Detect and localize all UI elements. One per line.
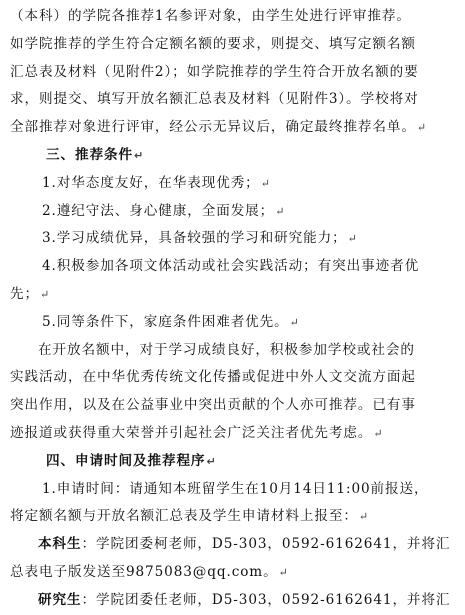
paragraph-line: 在开放名额中，对于学习成绩良好，积极参加学校或社会的 xyxy=(38,341,415,358)
paragraph-line: 求，则提交、填写开放名额汇总表及材料（见附件3）。学校将对 xyxy=(10,91,419,108)
paragraph-mark-icon: ↵ xyxy=(275,204,286,218)
paragraph-line: 实践活动，在中华优秀传统文化传播或促进中外人文交流方面起 xyxy=(10,369,416,386)
paragraph-line: 迹报道或获得重大荣誉并引起社会广泛关注者优先考虑。↵ xyxy=(10,424,384,441)
list-item: 1.对华态度友好，在华表现优秀；↵ xyxy=(42,174,271,191)
contact-line-undergraduate: 本科生：学院团委柯老师，D5-303，0592-6162641，并将汇 xyxy=(38,536,451,553)
list-item: 5.同等条件下，家庭条件困难者优先。↵ xyxy=(42,313,300,330)
paragraph-line: 汇总表及材料（见附件2）；如学院推荐的学生符合开放名额的要 xyxy=(10,63,419,80)
paragraph-line: 总表电子版发送至9875083@qq.com。↵ xyxy=(10,563,289,580)
list-item: 2.遵纪守法、身心健康，全面发展；↵ xyxy=(42,202,286,219)
paragraph-line: 全部推荐对象进行评审，经公示无异议后，确定最终推荐名单。↵ xyxy=(10,119,427,136)
section-heading: 四、申请时间及推荐程序↵ xyxy=(46,452,217,469)
paragraph-line: 如学院推荐的学生符合定额名额的要求，则提交、填写定额名额 xyxy=(10,35,416,52)
paragraph-mark-icon: ↵ xyxy=(260,176,271,190)
paragraph-mark-icon: ↵ xyxy=(206,454,217,468)
list-item: 3.学习成绩优异，具备较强的学习和研究能力；↵ xyxy=(42,230,358,247)
graduate-label: 研究生 xyxy=(38,591,82,608)
list-item: 4.积极参加各项文体活动或社会实践活动；有突出事迹者优 xyxy=(42,258,420,275)
paragraph-mark-icon: ↵ xyxy=(289,315,300,329)
paragraph-line: 将定额名额与开放名额汇总表及学生申请材料上报至：↵ xyxy=(10,508,369,525)
list-item-continuation: 先；↵ xyxy=(10,285,51,302)
paragraph-line: （本科）的学院各推荐1名参评对象，由学生处进行评审推荐。 xyxy=(10,8,411,24)
paragraph-mark-icon: ↵ xyxy=(133,148,145,162)
paragraph-mark-icon: ↵ xyxy=(373,426,384,440)
paragraph-mark-icon: ↵ xyxy=(347,232,358,246)
paragraph-mark-icon: ↵ xyxy=(278,565,289,579)
paragraph-line: 突出作用，以及在公益事业中突出贡献的个人亦可推荐。已有事 xyxy=(10,397,416,414)
paragraph-mark-icon: ↵ xyxy=(40,287,51,301)
paragraph-mark-icon: ↵ xyxy=(358,510,369,524)
section-heading: 三、推荐条件↵ xyxy=(46,146,145,163)
paragraph-mark-icon: ↵ xyxy=(416,121,427,135)
contact-line-graduate: 研究生：学院团委任老师，D5-303，0592-6162641，并将汇 xyxy=(38,591,451,608)
paragraph-line: 1.申请时间：请通知本班留学生在10月14日11:00前报送， xyxy=(42,480,429,497)
undergraduate-label: 本科生 xyxy=(38,536,82,553)
